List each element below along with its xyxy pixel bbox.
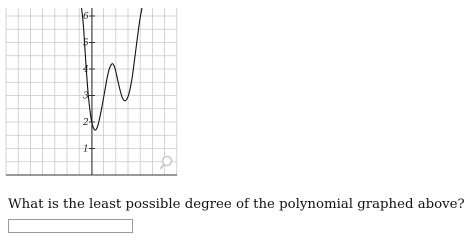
y-tick-label: 4 [83,65,89,75]
y-tick-label: 3 [83,91,89,102]
axes [6,8,177,175]
answer-input[interactable] [8,219,133,233]
y-tick-label: 5 [83,38,89,49]
question-text: What is the least possible degree of the polynomial graphed above? [8,197,465,212]
y-tick-label: 2 [83,118,89,128]
y-tick-label: 6 [83,12,89,22]
y-tick-label: 1 [83,144,89,155]
magnifier-icon[interactable] [161,157,172,169]
